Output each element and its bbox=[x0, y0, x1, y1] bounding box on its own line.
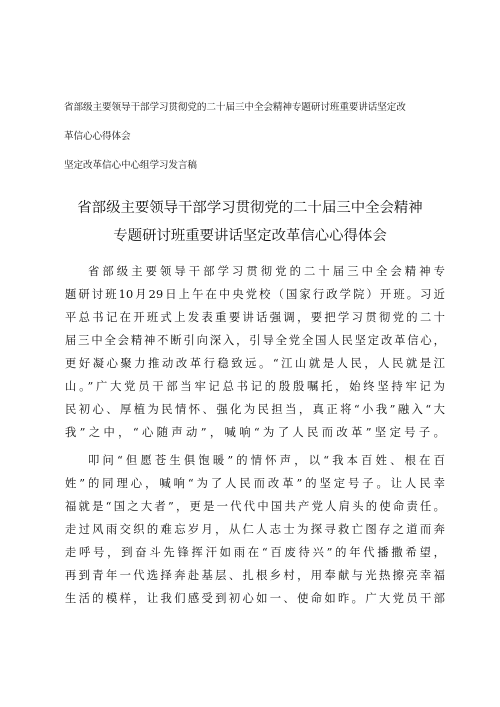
document-title-line-2: 专题研讨班重要讲话坚定改革信心心得体会 bbox=[113, 228, 387, 244]
body-line-14: 再到青年一代选择奔赴基层、扎根乡村，用奉献与光热擦亮幸福 bbox=[65, 569, 445, 582]
body-line-7: 民初心、厚植为民情怀、强化为民担当，真正将“小我”融入“大 bbox=[65, 403, 445, 416]
body-line-12: 走过风雨交织的难忘岁月，从仁人志士为探寻救亡图存之道而奔 bbox=[65, 523, 445, 536]
body-line-8: 我”之中，“心随声动”，喊响“为了人民而改革”坚定号子。 bbox=[65, 426, 445, 439]
body-line-6: 山。”广大党员干部当牢记总书记的殷殷嘱托，始终坚持牢记为 bbox=[65, 380, 445, 393]
body-line-11: 福就是“国之大者”，更是一代代中国共产党人肩头的使命责任。 bbox=[65, 500, 445, 513]
intro-line-1: 省部级主要领导干部学习贯彻党的二十届三中全会精神专题研讨班重要讲话坚定改 bbox=[64, 102, 406, 113]
intro-line-3: 坚定改革信心中心组学习发言稿 bbox=[64, 160, 197, 171]
body-line-4: 届三中全会精神不断引向深入，引导全党全国人民坚定改革信心， bbox=[65, 334, 445, 347]
document-title-line-1: 省部级主要领导干部学习贯彻党的二十届三中全会精神 bbox=[77, 200, 423, 216]
body-line-15: 生活的模样，让我们感受到初心如一、使命如昨。广大党员干部 bbox=[65, 592, 445, 605]
body-line-1: 省部级主要领导干部学习贯彻党的二十届三中全会精神专 bbox=[88, 265, 445, 278]
body-line-5: 更好凝心聚力推动改革行稳致远。“江山就是人民，人民就是江 bbox=[65, 357, 445, 370]
body-line-10: 姓”的同理心，喊响“为了人民而改革”的坚定号子。让人民幸 bbox=[65, 477, 445, 490]
body-line-9: 叩问“但愿苍生俱饱暖”的情怀声，以“我本百姓、根在百 bbox=[88, 454, 445, 467]
body-line-13: 走呼号，到奋斗先锋挥汗如雨在“百废待兴”的年代播撒希望， bbox=[65, 546, 445, 559]
body-line-2: 题研讨班10月29日上午在中央党校（国家行政学院）开班。习近 bbox=[65, 288, 445, 301]
intro-line-2: 革信心心得体会 bbox=[64, 131, 131, 142]
body-line-3: 平总书记在开班式上发表重要讲话强调，要把学习贯彻党的二十 bbox=[65, 311, 445, 324]
